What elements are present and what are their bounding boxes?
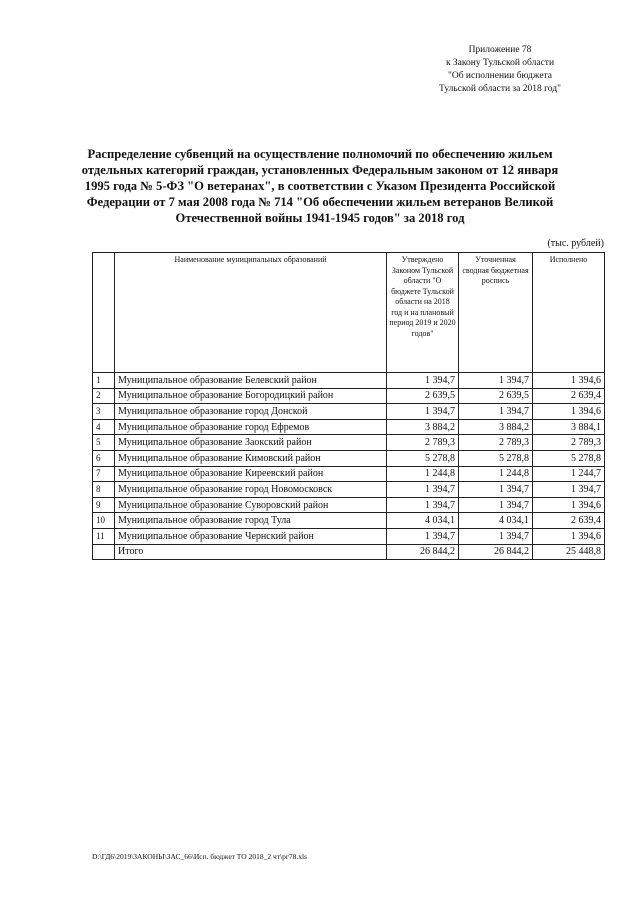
row-name: Муниципальное образование Заокский район: [115, 435, 387, 451]
row-executed: 1 394,6: [533, 497, 605, 513]
row-approved: 1 394,7: [387, 528, 459, 544]
row-number: 9: [93, 497, 115, 513]
table-row: [93, 373, 605, 389]
row-number: 11: [93, 528, 115, 544]
row-executed: 1 394,7: [533, 482, 605, 498]
row-approved: 1 244,8: [387, 466, 459, 482]
table-row: [93, 466, 605, 482]
row-number: 8: [93, 482, 115, 498]
subsidy-table: [92, 252, 605, 560]
appendix-line-1: Приложение 78: [468, 45, 532, 55]
row-refined: 1 394,7: [459, 482, 533, 498]
row-executed: 3 884,1: [533, 419, 605, 435]
row-refined: 1 394,7: [459, 373, 533, 389]
appendix-line-4: Тульской области за 2018 год": [439, 84, 561, 94]
row-approved: 3 884,2: [387, 419, 459, 435]
row-refined: 4 034,1: [459, 513, 533, 529]
row-name: Муниципальное образование Чернский район: [115, 528, 387, 544]
row-executed: 2 639,4: [533, 513, 605, 529]
row-number: 1: [93, 373, 115, 389]
row-refined: 5 278,8: [459, 450, 533, 466]
row-refined: 1 394,7: [459, 497, 533, 513]
table-header-row: [93, 253, 605, 373]
table-row: [93, 528, 605, 544]
row-name: Муниципальное образование Богородицкий район: [115, 388, 387, 404]
total-refined: 26 844,2: [459, 544, 533, 560]
row-approved: 1 394,7: [387, 404, 459, 420]
title-line-3: 1995 года № 5-ФЗ "О ветеранах", в соответствии с Указом Президента Российской: [84, 179, 556, 193]
table-row: [93, 482, 605, 498]
table-row: [93, 435, 605, 451]
row-name: Муниципальное образование город Донской: [115, 404, 387, 420]
table-total-row: [93, 544, 605, 560]
row-executed: 1 394,6: [533, 528, 605, 544]
row-refined: 1 244,8: [459, 466, 533, 482]
table-row: [93, 388, 605, 404]
header-name: Наименование муниципальных образований: [115, 253, 387, 373]
row-approved: 2 789,3: [387, 435, 459, 451]
row-executed: 1 394,6: [533, 373, 605, 389]
row-name: Муниципальное образование Суворовский район: [115, 497, 387, 513]
total-approved: 26 844,2: [387, 544, 459, 560]
appendix-line-2: к Закону Тульской области: [445, 58, 555, 68]
file-path-footer: D:\ГД6\2019\ЗАКОНЫ\ЗАС_66\Исп. бюджет ТО 2018_2 чт\рг78.xls: [92, 852, 308, 861]
row-number: 10: [93, 513, 115, 529]
total-number: [93, 544, 115, 560]
row-approved: 1 394,7: [387, 497, 459, 513]
header-executed: Исполнено: [533, 253, 605, 373]
row-number: 2: [93, 388, 115, 404]
row-refined: 2 639,5: [459, 388, 533, 404]
row-executed: 1 244,7: [533, 466, 605, 482]
row-number: 3: [93, 404, 115, 420]
row-refined: 3 884,2: [459, 419, 533, 435]
title-line-5: Отечественной войны 1941-1945 годов" за 2018 год: [175, 211, 465, 225]
row-executed: 2 639,4: [533, 388, 605, 404]
table-row: [93, 404, 605, 420]
row-number: 6: [93, 450, 115, 466]
row-refined: 1 394,7: [459, 528, 533, 544]
row-executed: 5 278,8: [533, 450, 605, 466]
row-executed: 1 394,6: [533, 404, 605, 420]
title-line-1: Распределение субвенций на осуществление полномочий по обеспечению жильем: [87, 147, 553, 161]
table-row: [93, 419, 605, 435]
row-number: 4: [93, 419, 115, 435]
row-approved: 1 394,7: [387, 373, 459, 389]
total-executed: 25 448,8: [533, 544, 605, 560]
row-approved: 5 278,8: [387, 450, 459, 466]
appendix-line-3: "Об исполнении бюджета: [447, 71, 553, 81]
table-row: [93, 497, 605, 513]
row-name: Муниципальное образование Киреевский район: [115, 466, 387, 482]
header-approved: Утверждено Законом Тульской области "О бюджете Тульской области на 2018 год и на плановый период 2019 и 2020 годов": [387, 253, 459, 373]
header-number: [93, 253, 115, 373]
row-name: Муниципальное образование город Ефремов: [115, 419, 387, 435]
row-name: Муниципальное образование город Тула: [115, 513, 387, 529]
table-row: [93, 513, 605, 529]
row-approved: 2 639,5: [387, 388, 459, 404]
table-row: [93, 450, 605, 466]
row-number: 5: [93, 435, 115, 451]
row-approved: 4 034,1: [387, 513, 459, 529]
row-refined: 1 394,7: [459, 404, 533, 420]
row-name: Муниципальное образование город Новомосковск: [115, 482, 387, 498]
header-refined: Уточненная сводная бюджетная роспись: [459, 253, 533, 373]
total-label: Итого: [115, 544, 387, 560]
document-title: [70, 146, 570, 226]
title-line-2: отдельных категорий граждан, установленных Федеральным законом от 12 января: [81, 163, 559, 177]
row-name: Муниципальное образование Кимовский район: [115, 450, 387, 466]
row-number: 7: [93, 466, 115, 482]
row-executed: 2 789,3: [533, 435, 605, 451]
title-line-4: Федерации от 7 мая 2008 года № 714 "Об обеспечении жильем ветеранов Великой: [86, 195, 554, 209]
row-refined: 2 789,3: [459, 435, 533, 451]
units-label: (тыс. рублей): [547, 238, 604, 249]
row-name: Муниципальное образование Белевский район: [115, 373, 387, 389]
row-approved: 1 394,7: [387, 482, 459, 498]
appendix-header: [400, 44, 600, 96]
